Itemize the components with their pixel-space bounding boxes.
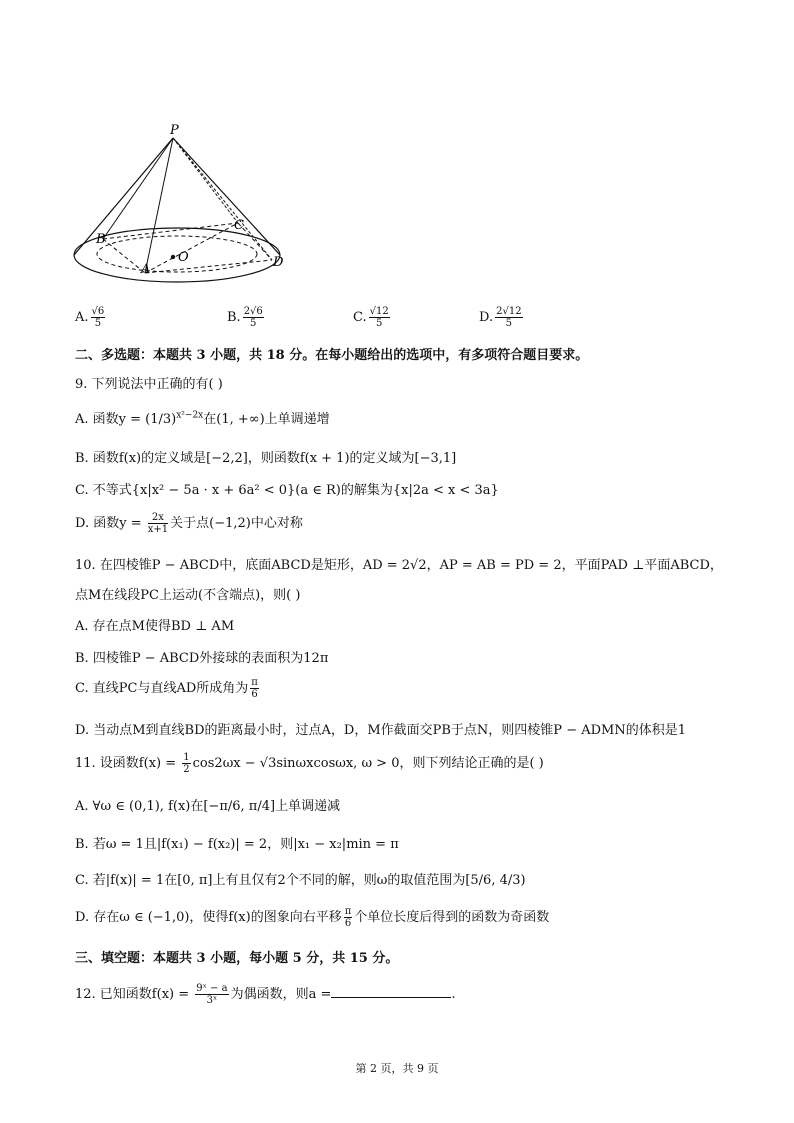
q11-option-b: B. 若ω = 1且|f(x₁) − f(x₂)| = 2，则|x₁ − x₂|min = π [75,837,399,852]
q11-option-d: D. 存在ω ∈ (−1,0)，使得f(x)的图象向右平移 $\frac{\pi}{6}$ 个单位长度后得到的函数为奇函数 [75,906,550,929]
q10-option-a: A. 存在点M使得BD ⊥ AM [75,619,235,634]
q9-stem: 9. 下列说法中正确的有( ) [75,377,223,392]
center-point [171,255,175,259]
generator-right [173,138,280,255]
q11-option-a: A. ∀ω ∈ (0,1), f(x)在[−π/6, π/4]上单调递减 [75,799,341,814]
q9-option-d: D. 函数y = $\frac{2x}{x+1}$ 关于点(−1,2)中心对称 [75,512,303,535]
q10-option-b: B. 四棱锥P − ABCD外接球的表面积为12π [75,651,329,666]
edge-PD [173,138,272,260]
page-footer: 第 2 页，共 9 页 [355,1062,439,1075]
generator-left [74,138,173,255]
cone-figure [60,120,300,295]
q11-option-c: C. 若|f(x)| = 1在[0, π]上有且仅有2个不同的解，则ω的取值范围为[5/6, 4/3) [75,873,526,888]
q10-option-c: C. 直线PC与直线AD所成角为 $\frac{\pi}{6}$ [75,677,258,700]
q9-option-a: A. 函数$y = (1/3)^{x^2-2x}$在(1, +∞)上单调递增 [75,410,330,427]
label-D: D [273,255,284,270]
q10-stem-line2: 点M在线段PC上运动(不含端点)，则( ) [75,588,301,603]
label-B: B [96,232,106,247]
q10-stem-line1: 10. 在四棱锥P − ABCD中，底面ABCD是矩形，AD = 2√2，AP = AB = PD = 2，平面PAD ⊥平面ABCD， [75,558,723,573]
q9-option-c: C. 不等式{x|x² − 5a · x + 6a² < 0}(a ∈ R)的解集为{x|2a < x < 3a} [75,483,499,498]
q8-option-a: A. $\frac{√6}{5}$ [75,306,105,329]
q9-option-b: B. 函数f(x)的定义域是[−2,2]，则函数f(x + 1)的定义域为[−3,1] [75,451,457,466]
section3-heading: 三、填空题：本题共 3 小题，每小题 5 分，共 15 分。 [75,951,399,966]
q11-stem: 11. 设函数f(x) = $\frac{1}{2}$ cos2ωx − √3sinωxcosωx, ω > 0，则下列结论正确的是( ) [75,752,544,775]
answer-blank[interactable] [331,985,451,998]
edge-BC [103,223,238,239]
label-C: C [234,218,244,233]
section2-heading: 二、多选题：本题共 3 小题，共 18 分。在每小题给出的选项中，有多项符合题目要求。 [75,348,589,363]
q8-option-c: C. $\frac{√12}{5}$ [353,306,389,329]
edge-AD [145,260,272,273]
label-P: P [170,123,179,138]
q10-option-d: D. 当动点M到直线BD的距离最小时，过点A，D，M作截面交PB于点N，则四棱锥P − ADMN的体积是1 [75,723,686,738]
label-A: A [141,262,151,277]
label-O: O [178,250,189,265]
q8-option-d: D. $\frac{2√12}{5}$ [479,306,522,329]
edge-BA [103,239,145,273]
q12-stem: 12. 已知函数f(x) = $\frac{\text{9ˣ − a}}{\text{3ˣ}}$ 为偶函数，则a = . [75,983,456,1006]
q8-option-b: B. $\frac{2√6}{5}$ [227,306,263,329]
